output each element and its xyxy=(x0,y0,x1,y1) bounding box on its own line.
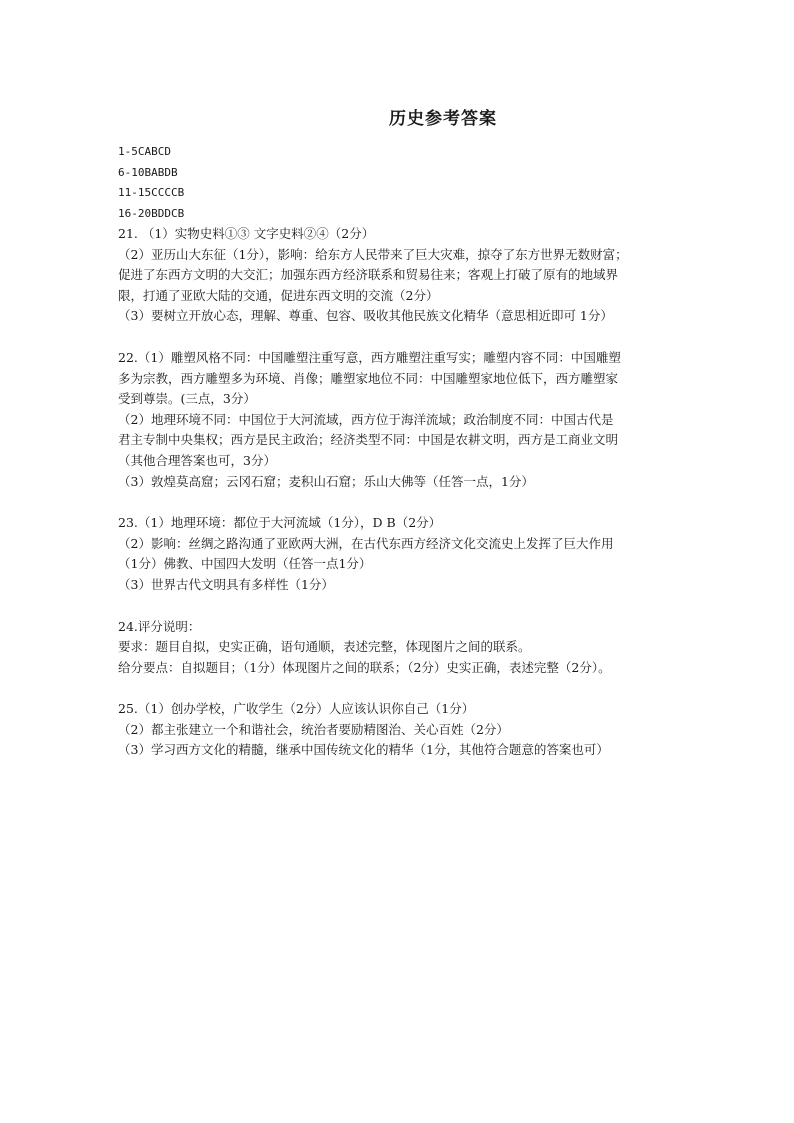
section-spacer xyxy=(118,492,768,513)
answer-line: 23.（1）地理环境：都位于大河流域（1分），D B（2分） xyxy=(118,515,442,531)
mc-answer-line: 11-15CCCCB xyxy=(118,186,185,199)
answer-line: （1分）佛教、中国四大发明（任答一点1分） xyxy=(118,556,372,572)
answer-line: （3）敦煌莫高窟；云冈石窟；麦积山石窟；乐山大佛等（任答一点，1分） xyxy=(118,473,534,489)
answer-line: 给分要点：自拟题目；（1分）体现图片之间的联系；（2分）史实正确，表述完整（2分）。 xyxy=(118,659,611,675)
question-22-answer xyxy=(118,348,768,492)
multiple-choice-answers xyxy=(118,142,768,224)
answer-line: （3）学习西方文化的精髓，继承中国传统文化的精华（1分，其他符合题意的答案也可） xyxy=(118,742,609,758)
question-21-answer xyxy=(118,224,768,327)
section-spacer xyxy=(118,596,768,617)
question-23-answer xyxy=(118,513,768,595)
answer-line: （2）亚历山大东征（1分），影响：给东方人民带来了巨大灾难，掠夺了东方世界无数财富； xyxy=(118,246,628,262)
answer-sheet xyxy=(118,106,768,761)
answer-line: （3）世界古代文明具有多样性（1分） xyxy=(118,576,334,592)
page-title: 历史参考答案 xyxy=(389,109,497,129)
answer-line: （2）影响：丝绸之路沟通了亚欧两大洲，在古代东西方经济文化交流史上发挥了巨大作用 xyxy=(118,535,614,551)
answer-line: 限，打通了亚欧大陆的交通，促进东西文明的交流（2分） xyxy=(118,287,439,303)
answer-line: 24.评分说明： xyxy=(118,618,201,634)
answer-line: 21. （1）实物史料①③ 文字史料②④（2分） xyxy=(118,226,375,241)
mc-answer-line: 16-20BDDCB xyxy=(118,206,185,220)
answer-line: （其他合理答案也可，3分） xyxy=(118,452,276,468)
answer-line: 促进了东西方文明的大交汇；加强东西方经济联系和贸易往来；客观上打破了原有的地域界 xyxy=(118,267,619,283)
mc-answer-line: 1-5CABCD xyxy=(118,145,171,158)
answer-line: 22.（1）雕塑风格不同：中国雕塑注重写意，西方雕塑注重写实；雕塑内容不同：中国雕塑 xyxy=(118,349,621,365)
answer-line: （2）都主张建立一个和谐社会，统治者要励精图治、关心百姓（2分） xyxy=(118,721,509,737)
answer-line: 君主专制中央集权；西方是民主政治；经济类型不同：中国是农耕文明，西方是工商业文明 xyxy=(118,432,619,448)
section-spacer xyxy=(118,327,768,348)
question-24-answer xyxy=(118,617,768,679)
answer-line: 受到尊崇。(三点，3分） xyxy=(118,391,256,407)
answer-line: （3）要树立开放心态，理解、尊重、包容、吸收其他民族文化精华（意思相近即可 1分） xyxy=(118,308,613,324)
section-spacer xyxy=(118,678,768,699)
answer-line: （2）地理环境不同：中国位于大河流域，西方位于海洋流域；政治制度不同：中国古代是 xyxy=(118,411,614,427)
question-25-answer xyxy=(118,699,768,761)
answer-line: 要求：题目自拟，史实正确，语句通顺，表述完整，体现图片之间的联系。 xyxy=(118,639,531,655)
mc-answer-line: 6-10BABDB xyxy=(118,165,178,179)
answer-line: 25.（1）创办学校，广收学生（2分）人应该认识你自己（1分） xyxy=(118,701,475,717)
answer-line: 多为宗教，西方雕塑多为环境、肖像；雕塑家地位不同：中国雕塑家地位低下，西方雕塑家 xyxy=(118,370,619,386)
